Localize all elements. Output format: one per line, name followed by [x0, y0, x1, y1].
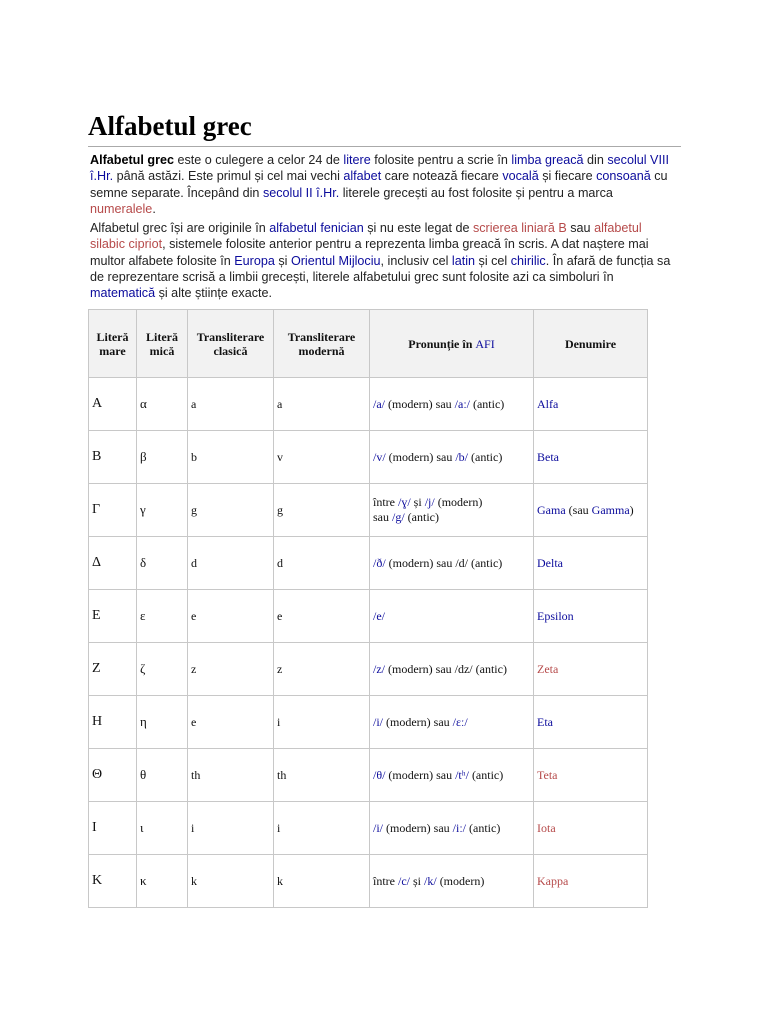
intro-bold: Alfabetul grec: [90, 153, 174, 167]
cell-classical-value: d: [191, 555, 197, 570]
pron-text: între: [373, 873, 398, 888]
table-row: [89, 696, 648, 749]
cell-lower-value: ε: [140, 608, 146, 623]
header-pron-prefix: Pronunție în: [408, 336, 476, 351]
cell-pronunciation: [370, 749, 534, 802]
cell-lower: [137, 643, 188, 696]
cell-upper: [89, 484, 137, 537]
pron-link[interactable]: /tʰ/: [455, 767, 469, 782]
name-link[interactable]: Eta: [537, 714, 553, 729]
cell-classical-value: th: [191, 767, 201, 782]
intro-text: și fiecare: [538, 169, 597, 184]
cell-modern: [274, 431, 370, 484]
cell-classical-value: i: [191, 820, 195, 835]
pron-text: (modern) sau: [385, 767, 456, 782]
pron-text: (antic): [468, 767, 504, 782]
pron-text: și: [410, 495, 425, 509]
cell-upper: [89, 378, 137, 431]
cell-classical: [188, 537, 274, 590]
name-text: (sau: [565, 502, 592, 517]
intro-link[interactable]: limba greacă: [511, 153, 584, 167]
cell-modern-value: th: [277, 767, 287, 782]
intro-link[interactable]: Orientul Mijlociu: [290, 253, 381, 268]
table-body: [89, 378, 648, 908]
cell-upper: [89, 696, 137, 749]
pron-link[interactable]: /θ/: [373, 767, 386, 782]
cell-name: [534, 590, 648, 643]
cell-name: [534, 802, 648, 855]
header-name: Denumire: [534, 310, 648, 378]
table-header-row: [89, 310, 648, 378]
pron-link[interactable]: /b/: [455, 449, 468, 464]
intro-link[interactable]: chirilic: [510, 253, 546, 268]
intro-text: . În afară de funcția sa de reprezentare scrisă a limbii grecești, literele alfabetului grec sunt folosite azi ca simboluri în: [90, 253, 671, 284]
cell-name: [534, 431, 648, 484]
pron-link[interactable]: /g/: [392, 510, 405, 524]
pron-text: (modern) sau: [383, 820, 453, 835]
cell-classical: [188, 431, 274, 484]
intro-text: Alfabetul grec își are originile în: [90, 221, 270, 235]
intro-text: folosite pentru a scrie în: [370, 153, 512, 167]
cell-upper-value: Α: [92, 396, 103, 411]
pron-text: (modern) sau: [385, 396, 455, 411]
header-modern: Transliterare modernă: [274, 310, 370, 378]
cell-modern: [274, 696, 370, 749]
name-link[interactable]: Gamma: [591, 502, 630, 517]
cell-classical: [188, 855, 274, 908]
intro-text: sau: [566, 221, 595, 235]
name-link[interactable]: Beta: [537, 449, 559, 464]
cell-classical: [188, 378, 274, 431]
cell-lower-value: δ: [140, 555, 147, 570]
cell-pronunciation: [370, 378, 534, 431]
pron-text: (modern): [434, 495, 483, 509]
name-link[interactable]: Iota: [537, 820, 556, 835]
cell-pronunciation: [370, 431, 534, 484]
cell-upper: [89, 590, 137, 643]
cell-upper: [89, 431, 137, 484]
pron-text: (modern): [436, 873, 485, 888]
cell-modern: [274, 749, 370, 802]
cell-modern-value: i: [277, 820, 281, 835]
cell-modern-value: i: [277, 714, 281, 729]
cell-classical-value: b: [191, 449, 197, 464]
pron-link[interactable]: /i/: [373, 820, 384, 835]
cell-modern-value: e: [277, 608, 283, 623]
intro-link[interactable]: alfabet: [343, 169, 382, 184]
cell-pronunciation: [370, 855, 534, 908]
pron-text: sau: [373, 510, 392, 524]
cell-modern-value: k: [277, 873, 283, 888]
name-link[interactable]: Epsilon: [537, 608, 574, 623]
cell-lower: [137, 749, 188, 802]
pron-link[interactable]: /a/: [373, 396, 385, 411]
name-link[interactable]: Gama: [537, 502, 566, 517]
name-link[interactable]: Zeta: [537, 661, 559, 676]
pron-link[interactable]: /j/: [424, 495, 435, 509]
name-link[interactable]: Kappa: [537, 873, 569, 888]
cell-classical-value: k: [191, 873, 197, 888]
cell-modern-value: d: [277, 555, 283, 570]
pron-text: (antic): [404, 510, 439, 524]
pron-link[interactable]: /k/: [424, 873, 437, 888]
table-row: [89, 643, 648, 696]
intro-link[interactable]: scrierea liniară B: [472, 221, 567, 235]
intro-text: , inclusiv cel: [380, 253, 452, 268]
cell-lower: [137, 431, 188, 484]
pron-link[interactable]: /aː/: [454, 396, 470, 411]
intro-link[interactable]: matematică: [90, 286, 156, 301]
intro-text: și cel: [475, 253, 511, 268]
greek-alphabet-table: [88, 309, 648, 908]
pron-link[interactable]: /i/: [373, 714, 384, 729]
cell-classical-value: e: [191, 608, 197, 623]
pron-link[interactable]: /ɛː/: [452, 714, 468, 729]
intro-text: .: [152, 201, 156, 216]
intro-text: cu semne separate. Începând din: [90, 169, 668, 200]
cell-name: [534, 696, 648, 749]
intro-text: din: [583, 153, 608, 167]
intro-text: literele grecești au fost folosite și pentru a marca: [339, 185, 613, 200]
cell-lower: [137, 378, 188, 431]
pron-text: (modern) sau: [385, 449, 456, 464]
cell-classical: [188, 696, 274, 749]
cell-modern: [274, 537, 370, 590]
intro-link[interactable]: secolul VIII î.Hr.: [90, 153, 669, 184]
afi-link[interactable]: AFI: [475, 336, 495, 351]
table-row: [89, 855, 648, 908]
name-link[interactable]: Teta: [537, 767, 558, 782]
intro-link[interactable]: alfabetul fenician: [269, 221, 364, 235]
pron-text: (antic): [469, 396, 505, 411]
cell-upper-value: Β: [92, 449, 102, 464]
pron-link[interactable]: /z/: [373, 661, 385, 676]
cell-upper: [89, 537, 137, 590]
cell-classical: [188, 749, 274, 802]
cell-lower-value: α: [140, 396, 147, 411]
cell-modern: [274, 590, 370, 643]
pron-link[interactable]: /ɣ/: [398, 495, 411, 509]
cell-lower: [137, 537, 188, 590]
cell-lower-value: θ: [140, 767, 147, 782]
cell-classical-value: e: [191, 714, 197, 729]
name-link[interactable]: Delta: [537, 555, 563, 570]
cell-classical: [188, 484, 274, 537]
cell-lower: [137, 696, 188, 749]
cell-upper: [89, 802, 137, 855]
intro-link[interactable]: secolul II î.Hr.: [262, 185, 340, 200]
cell-modern-value: g: [277, 502, 283, 517]
intro-paragraph-2: [90, 220, 680, 301]
table-row: [89, 431, 648, 484]
pron-text: și: [410, 873, 425, 888]
cell-modern: [274, 802, 370, 855]
cell-lower-value: κ: [140, 873, 147, 888]
cell-modern: [274, 378, 370, 431]
cell-lower-value: ι: [140, 820, 144, 835]
cell-name: [534, 484, 648, 537]
cell-upper-value: Η: [92, 714, 103, 729]
pron-text: (modern) sau /dz/ (antic): [385, 661, 507, 676]
cell-modern-value: v: [277, 449, 283, 464]
cell-classical: [188, 643, 274, 696]
page-title: Alfabetul grec: [88, 110, 681, 147]
header-classical: Transliterare clasică: [188, 310, 274, 378]
intro-text: care notează fiecare: [381, 169, 503, 184]
cell-lower: [137, 590, 188, 643]
pron-link[interactable]: /ð/: [373, 555, 386, 570]
header-pronunciation: [370, 310, 534, 378]
cell-classical-value: g: [191, 502, 197, 517]
name-link[interactable]: Alfa: [537, 396, 559, 411]
intro-text: este o culegere a celor 24 de: [173, 153, 344, 167]
cell-name: [534, 378, 648, 431]
cell-modern-value: z: [277, 661, 283, 676]
cell-modern: [274, 855, 370, 908]
cell-classical: [188, 590, 274, 643]
cell-lower-value: β: [140, 449, 147, 464]
cell-name: [534, 749, 648, 802]
cell-upper-value: Ε: [92, 608, 101, 623]
intro-text: , sistemele folosite anterior pentru a reprezenta limba greacă în scris. A dat naștere mai multor alfabete folosite în: [90, 237, 649, 268]
cell-name: [534, 643, 648, 696]
cell-modern-value: a: [277, 396, 283, 411]
intro-text: și alte științe exacte.: [155, 286, 272, 301]
intro-text: și nu este legat de: [363, 221, 473, 235]
cell-upper-value: Ζ: [92, 661, 101, 676]
cell-modern: [274, 643, 370, 696]
table-row: [89, 484, 648, 537]
name-text: ): [629, 502, 634, 517]
intro-link[interactable]: Europa: [234, 253, 275, 268]
cell-classical: [188, 802, 274, 855]
cell-upper: [89, 749, 137, 802]
cell-upper: [89, 643, 137, 696]
cell-upper-value: Θ: [92, 767, 103, 782]
pron-link[interactable]: /c/: [398, 873, 410, 888]
cell-lower: [137, 484, 188, 537]
intro-link[interactable]: latin: [451, 253, 476, 268]
pron-text: (antic): [466, 820, 501, 835]
cell-lower-value: ζ: [140, 661, 146, 676]
cell-lower: [137, 802, 188, 855]
pron-text: (antic): [468, 449, 503, 464]
pron-link[interactable]: /e/: [373, 608, 385, 623]
cell-classical-value: a: [191, 396, 197, 411]
cell-pronunciation: [370, 537, 534, 590]
pron-link[interactable]: /v/: [373, 449, 386, 464]
table-row: [89, 590, 648, 643]
table-row: [89, 537, 648, 590]
cell-pronunciation: [370, 484, 534, 537]
intro-text: până astăzi. Este primul și cel mai vechi: [113, 169, 344, 184]
cell-upper-value: Ι: [92, 820, 97, 835]
cell-pronunciation: [370, 590, 534, 643]
header-lower: Literă mică: [137, 310, 188, 378]
cell-modern: [274, 484, 370, 537]
cell-pronunciation: [370, 696, 534, 749]
intro-link[interactable]: alfabetul silabic cipriot: [90, 221, 642, 252]
pron-link[interactable]: /iː/: [452, 820, 467, 835]
cell-upper: [89, 855, 137, 908]
pron-text: (modern) sau: [383, 714, 453, 729]
cell-lower: [137, 855, 188, 908]
cell-pronunciation: [370, 643, 534, 696]
intro-paragraph-1: [90, 152, 680, 217]
cell-upper-value: Κ: [92, 873, 103, 888]
cell-lower-value: γ: [140, 502, 146, 517]
cell-lower-value: η: [140, 714, 147, 729]
cell-name: [534, 537, 648, 590]
cell-classical-value: z: [191, 661, 197, 676]
intro-link[interactable]: vocală: [502, 169, 539, 184]
intro-text: și: [274, 253, 291, 268]
table-row: [89, 378, 648, 431]
table-row: [89, 749, 648, 802]
pron-text: între: [373, 495, 398, 509]
pron-text: (modern) sau /d/ (antic): [385, 555, 503, 570]
cell-upper-value: Γ: [92, 502, 101, 517]
intro-link[interactable]: numeralele: [90, 201, 153, 216]
cell-name: [534, 855, 648, 908]
cell-pronunciation: [370, 802, 534, 855]
header-upper: Literă mare: [89, 310, 137, 378]
cell-upper-value: Δ: [92, 555, 102, 570]
intro-link[interactable]: consoană: [596, 169, 651, 184]
table-row: [89, 802, 648, 855]
intro-link[interactable]: litere: [343, 153, 371, 167]
